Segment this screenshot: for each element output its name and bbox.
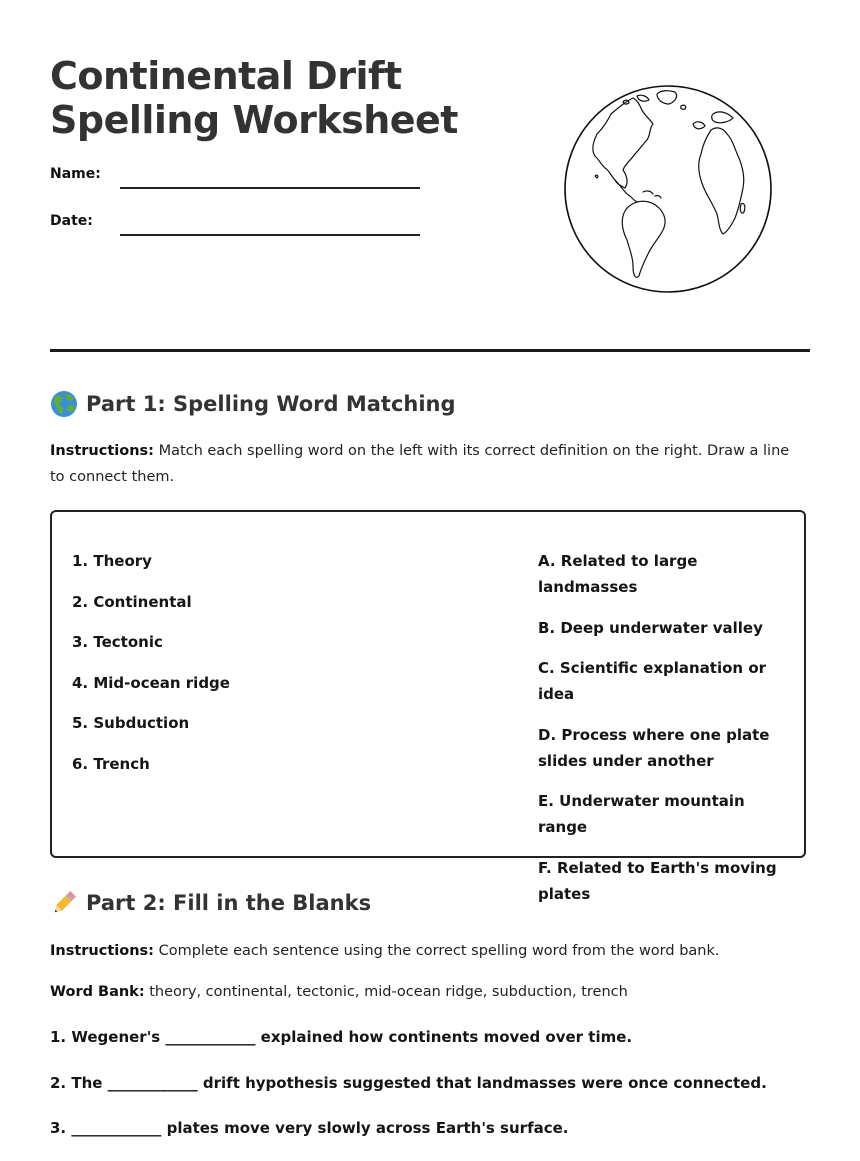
word-item-4: 4. Mid-ocean ridge bbox=[72, 673, 230, 692]
part1-title bbox=[50, 390, 456, 418]
definition-item-d: D. Process where one plate slides under another bbox=[538, 725, 770, 770]
page-title bbox=[50, 54, 458, 142]
word-item-5: 5. Subduction bbox=[72, 714, 190, 732]
definition-item-f: F. Related to Earth's moving plates bbox=[538, 858, 777, 903]
worksheet-page bbox=[50, 0, 810, 1137]
name-label: Name: bbox=[50, 166, 101, 182]
word-bank-label: Word Bank: bbox=[50, 984, 145, 1000]
header-divider bbox=[50, 349, 810, 352]
definition-item-a: A. Related to large landmasses bbox=[538, 552, 698, 596]
part1-instructions-label: Instructions: bbox=[50, 443, 154, 459]
word-bank-text: theory, continental, tectonic, mid-ocean ridge, subduction, trench bbox=[144, 984, 628, 1000]
definition-item-b: B. Deep underwater valley bbox=[538, 618, 763, 637]
word-item-6: 6. Trench bbox=[72, 754, 150, 773]
name-field bbox=[50, 164, 420, 188]
part1-instructions-text: Match each spelling word on the left with its correct definition on the right. Draw a line to connect them. bbox=[50, 443, 790, 485]
part2-instructions bbox=[50, 938, 790, 964]
word-item-1: 1. Theory bbox=[72, 552, 152, 570]
part1-title-text: Part 1: Spelling Word Matching bbox=[86, 392, 456, 416]
part1-instructions bbox=[50, 438, 790, 490]
definition-item-c: C. Scientific explanation or idea bbox=[538, 659, 767, 703]
date-line bbox=[120, 234, 420, 236]
pencil-icon bbox=[50, 889, 78, 917]
title-line-1: Continental Drift bbox=[50, 54, 402, 98]
fill-sentence-1: 1. Wegener's ____________ explained how continents moved over time. bbox=[50, 1028, 633, 1046]
date-field bbox=[50, 211, 420, 235]
word-item-3: 3. Tectonic bbox=[72, 633, 163, 651]
word-item-2: 2. Continental bbox=[72, 592, 192, 611]
name-line bbox=[120, 187, 420, 189]
part2-title bbox=[50, 889, 371, 917]
worksheet-header bbox=[50, 0, 810, 352]
definition-item-e: E. Underwater mountain range bbox=[538, 792, 745, 836]
word-bank bbox=[50, 979, 790, 1005]
date-label: Date: bbox=[50, 213, 93, 229]
part2-title-text: Part 2: Fill in the Blanks bbox=[86, 891, 372, 915]
fill-sentence-2: 2. The ____________ drift hypothesis suggested that landmasses were once connected. bbox=[50, 1074, 767, 1092]
part2-instructions-label: Instructions: bbox=[50, 943, 154, 959]
part2-instructions-text: Complete each sentence using the correct spelling word from the word bank. bbox=[153, 943, 720, 959]
word-column bbox=[72, 548, 452, 791]
globe-americas-icon bbox=[50, 390, 78, 418]
fill-sentence-3: 3. ____________ plates move very slowly across Earth's surface. bbox=[50, 1119, 569, 1137]
title-line-2: Spelling Worksheet bbox=[50, 98, 458, 142]
definition-column bbox=[538, 548, 798, 921]
earth-globe-icon bbox=[563, 84, 773, 294]
